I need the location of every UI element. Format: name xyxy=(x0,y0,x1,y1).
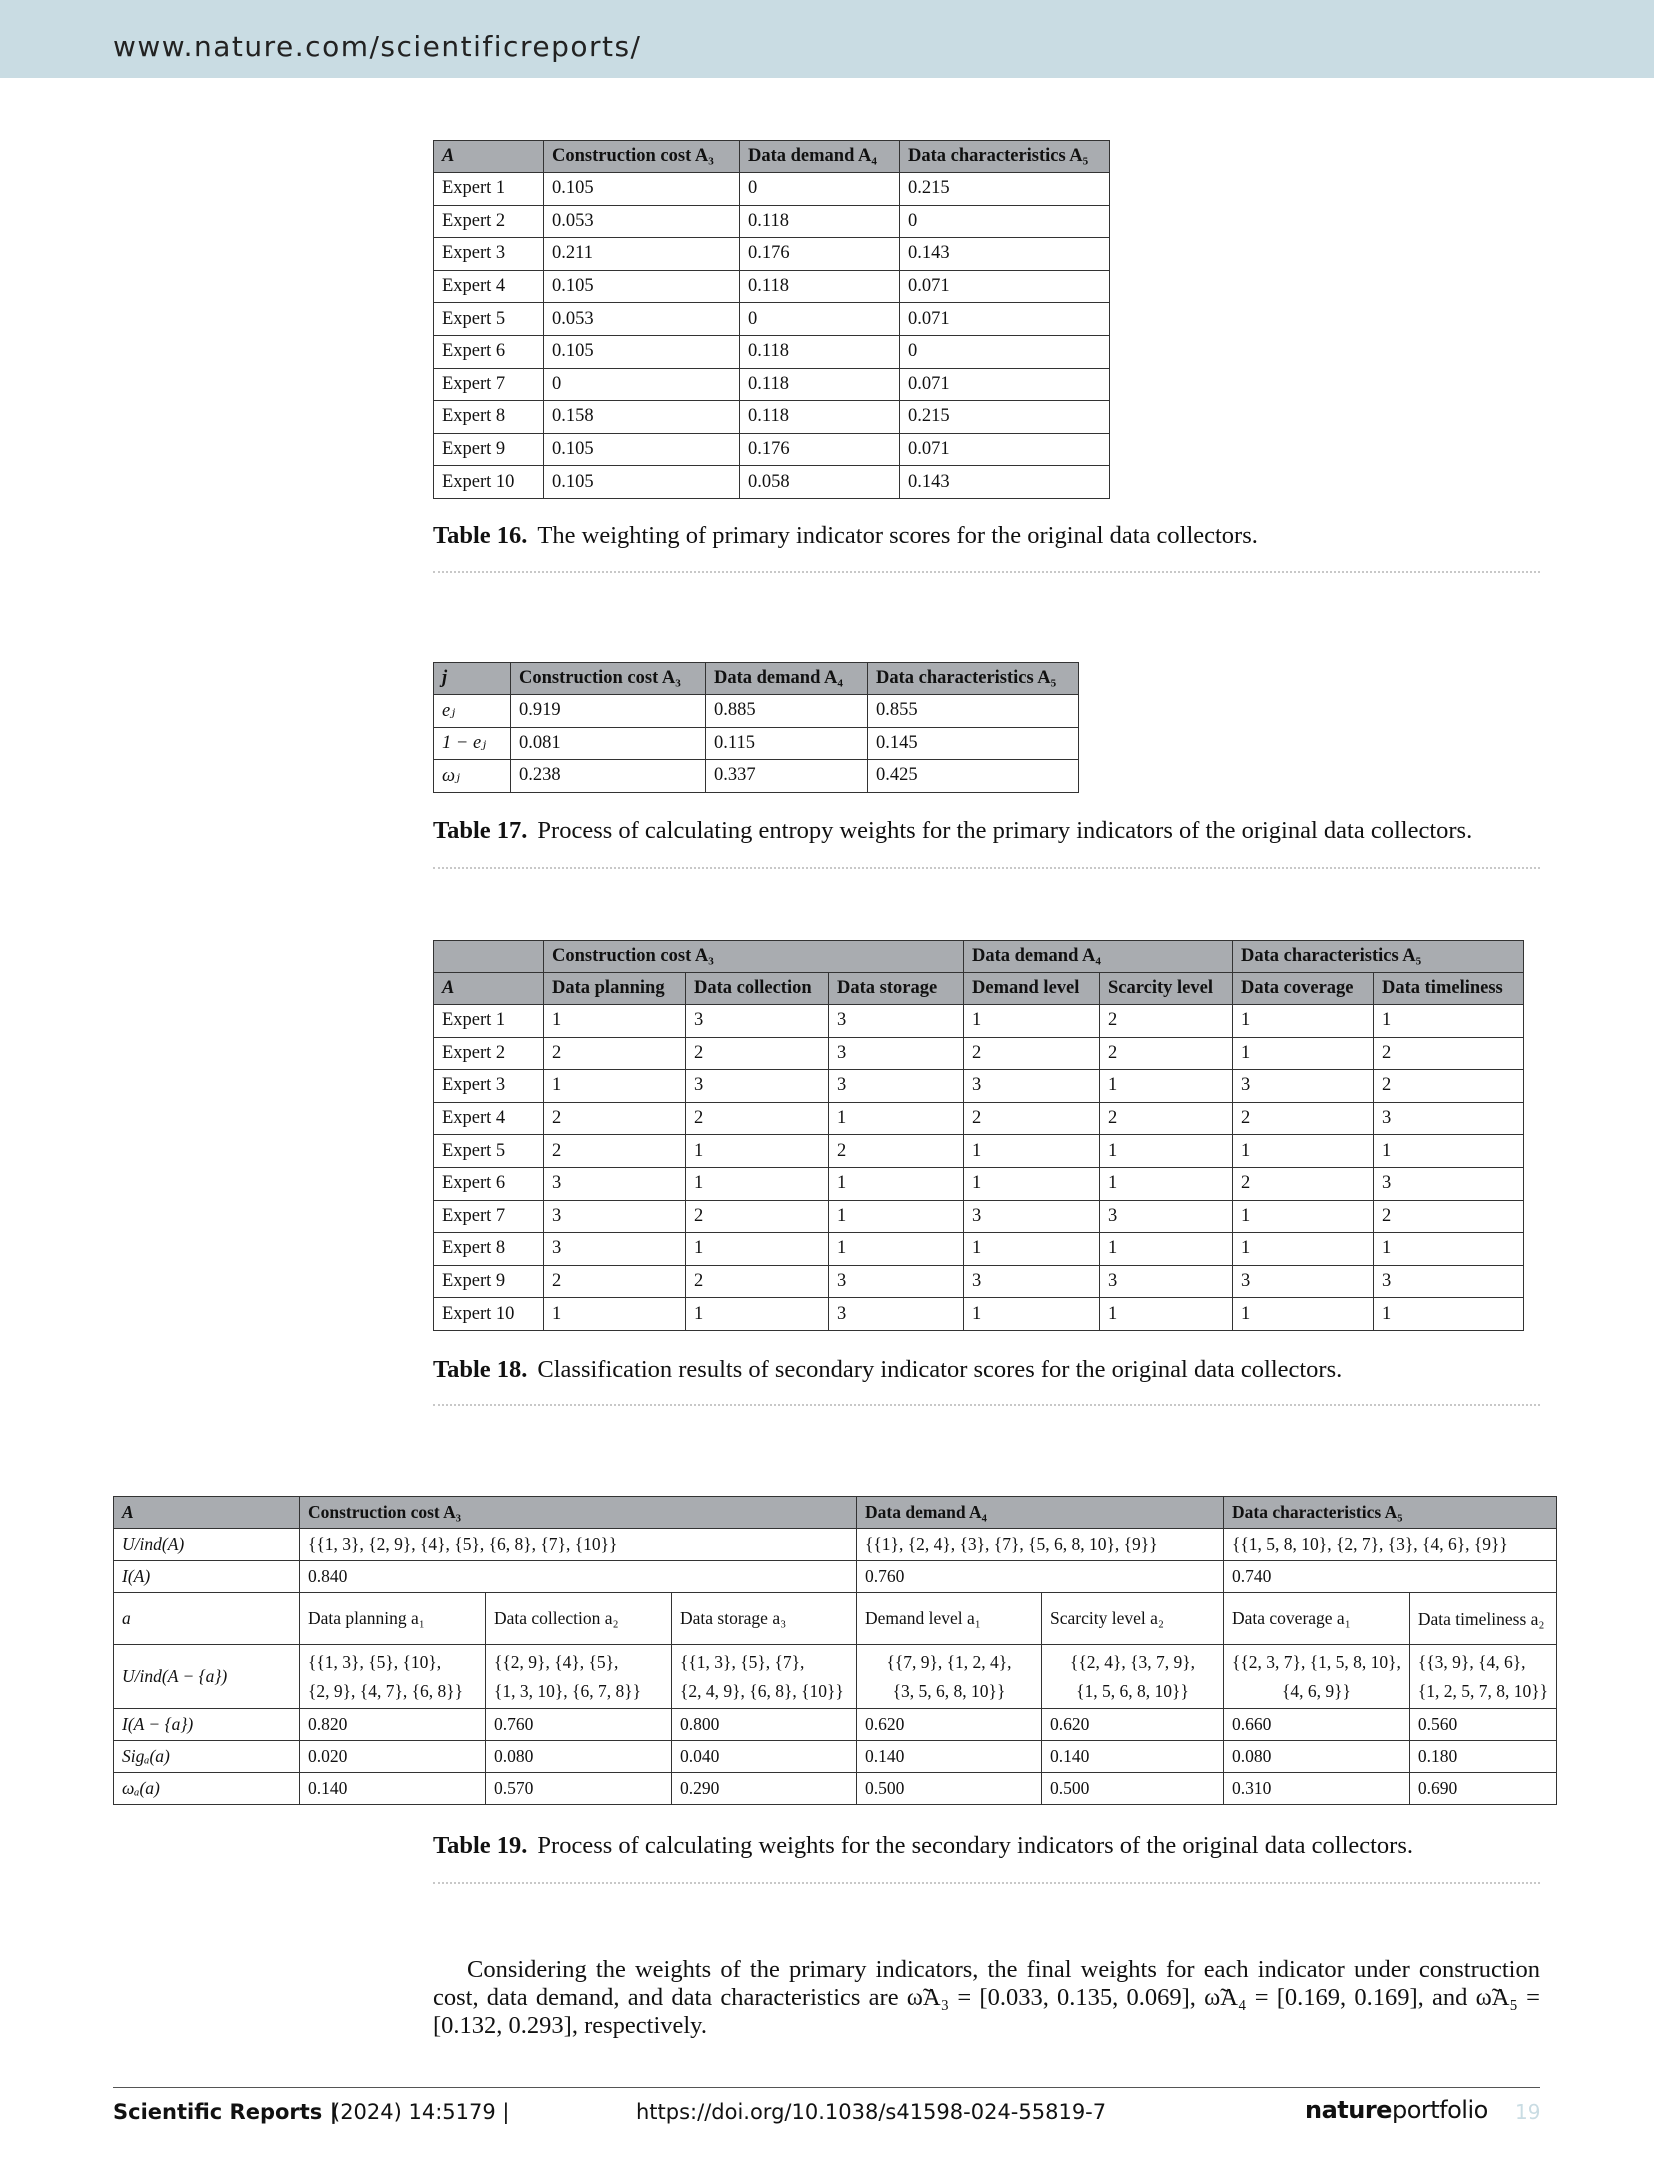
col-header: Data timeliness xyxy=(1374,973,1524,1005)
table-cell: 3 xyxy=(544,1167,686,1200)
table-cell: 0.290 xyxy=(672,1773,857,1805)
journal-url[interactable]: www.nature.com/scientificreports/ xyxy=(113,30,642,63)
row-label: Expert 5 xyxy=(434,1135,544,1168)
table-cell: 1 xyxy=(1100,1233,1233,1266)
caption-label: Table 19. xyxy=(433,1832,528,1859)
footer-rule xyxy=(113,2087,1540,2088)
row-label: U/ind(A) xyxy=(114,1529,300,1561)
table-cell: 1 xyxy=(1233,1135,1374,1168)
caption-text: Process of calculating entropy weights for the primary indicators of the original data collectors. xyxy=(537,817,1473,844)
table-cell: 2 xyxy=(1100,1102,1233,1135)
cell-line: {1, 3, 10}, {6, 7, 8}} xyxy=(494,1680,641,1701)
table-cell: 3 xyxy=(544,1200,686,1233)
table-row xyxy=(434,1233,1524,1266)
cell-line: {{7, 9}, {1, 2, 4}, xyxy=(886,1651,1012,1672)
group-header: Data characteristics A₅ xyxy=(1233,941,1524,973)
table-cell: 0.800 xyxy=(672,1709,857,1741)
table-cell: 0.620 xyxy=(1042,1709,1224,1741)
table-cell: 3 xyxy=(1374,1167,1524,1200)
table-17-caption xyxy=(433,817,1472,845)
group-header: Data characteristics A₅ xyxy=(1224,1497,1557,1529)
table-row xyxy=(434,303,1110,336)
col-header: Data coverage xyxy=(1233,973,1374,1005)
row-label: Expert 6 xyxy=(434,335,544,368)
table-cell: 0.211 xyxy=(544,238,740,271)
table-cell: 0.180 xyxy=(1409,1741,1556,1773)
cell-line: {{2, 9}, {4}, {5}, xyxy=(494,1651,619,1672)
table-cell: 0 xyxy=(740,303,900,336)
row-label: Expert 2 xyxy=(434,205,544,238)
caption-text: Process of calculating weights for the secondary indicators of the original data collectors. xyxy=(537,1832,1413,1859)
table-row xyxy=(114,1773,1557,1805)
divider xyxy=(433,867,1540,869)
table-row xyxy=(434,1135,1524,1168)
table-cell: 0.919 xyxy=(511,695,706,728)
row-label: Expert 5 xyxy=(434,303,544,336)
table-cell: 0.310 xyxy=(1224,1773,1410,1805)
journal-name: Scientific Reports | xyxy=(113,2100,338,2124)
table-18 xyxy=(433,940,1524,1331)
row-label: Expert 4 xyxy=(434,1102,544,1135)
table-cell: 1 xyxy=(964,1233,1100,1266)
table-cell: 1 xyxy=(686,1135,829,1168)
table-cell: 3 xyxy=(829,1298,964,1331)
cell-line: {1, 2, 5, 7, 8, 10}} xyxy=(1417,1680,1549,1701)
col-header: j xyxy=(434,663,511,695)
table-cell: 0.855 xyxy=(868,695,1079,728)
table-cell: 3 xyxy=(964,1200,1100,1233)
table-cell: 0.105 xyxy=(544,466,740,499)
caption-label: Table 16. xyxy=(433,522,528,549)
table-row xyxy=(114,1741,1557,1773)
table-cell: 0.143 xyxy=(900,466,1110,499)
nature-portfolio-logo xyxy=(1305,2096,1488,2124)
row-label: Expert 2 xyxy=(434,1037,544,1070)
table-row xyxy=(434,368,1110,401)
table-cell: 2 xyxy=(1233,1102,1374,1135)
row-label: Sigₐ(a) xyxy=(114,1741,300,1773)
table-row xyxy=(434,1200,1524,1233)
table-cell: 0.500 xyxy=(857,1773,1042,1805)
row-label: Expert 9 xyxy=(434,433,544,466)
row-label: ωₐ(a) xyxy=(114,1773,300,1805)
table-cell: 1 xyxy=(1374,1005,1524,1038)
divider xyxy=(433,1882,1540,1884)
table-cell xyxy=(857,1645,1042,1709)
caption-label: Table 17. xyxy=(433,817,528,844)
cell-line: {{2, 3, 7}, {1, 5, 8, 10}, xyxy=(1232,1651,1401,1672)
row-label: Expert 4 xyxy=(434,270,544,303)
table-row xyxy=(434,466,1110,499)
table-cell: 1 xyxy=(829,1233,964,1266)
table-row xyxy=(434,760,1079,793)
table-cell: 0.760 xyxy=(486,1709,672,1741)
row-label: Expert 10 xyxy=(434,466,544,499)
table-cell xyxy=(672,1645,857,1709)
table-cell: 0.080 xyxy=(1224,1741,1410,1773)
table-cell: 1 xyxy=(964,1298,1100,1331)
row-label: Expert 10 xyxy=(434,1298,544,1331)
table-cell: 1 xyxy=(544,1005,686,1038)
row-label: Expert 8 xyxy=(434,1233,544,1266)
table-cell: 2 xyxy=(1374,1070,1524,1103)
cell-line: {2, 9}, {4, 7}, {6, 8}} xyxy=(308,1680,464,1701)
table-cell: 0.740 xyxy=(1224,1561,1557,1593)
cell-line: {{2, 4}, {3, 7, 9}, xyxy=(1069,1651,1196,1672)
table-row xyxy=(434,1298,1524,1331)
table-cell xyxy=(1409,1645,1556,1709)
cell-line: {{1, 3}, {5}, {7}, xyxy=(680,1651,805,1672)
table-row xyxy=(434,1265,1524,1298)
table-cell: 0.118 xyxy=(740,335,900,368)
table-cell: 1 xyxy=(1233,1298,1374,1331)
table-cell: 0.115 xyxy=(706,727,868,760)
table-cell: {{1}, {2, 4}, {3}, {7}, {5, 6, 8, 10}, {9}} xyxy=(857,1529,1224,1561)
table-cell: 0.020 xyxy=(300,1741,486,1773)
table-19-caption xyxy=(433,1832,1413,1860)
table-17 xyxy=(433,662,1079,793)
divider xyxy=(433,1404,1540,1406)
table-cell: 0 xyxy=(900,335,1110,368)
table-cell: 0.215 xyxy=(900,401,1110,434)
table-cell: 0.500 xyxy=(1042,1773,1224,1805)
table-cell: 0.337 xyxy=(706,760,868,793)
table-cell: 2 xyxy=(1233,1167,1374,1200)
cell-line: {3, 5, 6, 8, 10}} xyxy=(892,1680,1006,1701)
paragraph-text: Considering the weights of the primary indicators, the final weights for each indicator under construction cost, data demand, and data characteristics are ω̃A₃ = [0.033, 0.135, 0.069], ω̃A₄ = [0.169, 0.169], and ω̃A₅ = [0.132, 0.293], respectively. xyxy=(433,1956,1540,2039)
table-row xyxy=(434,1167,1524,1200)
table-cell: 0.215 xyxy=(900,173,1110,206)
table-16-caption xyxy=(433,522,1258,550)
row-label: Expert 7 xyxy=(434,368,544,401)
table-cell: 3 xyxy=(964,1070,1100,1103)
table-row xyxy=(434,727,1079,760)
table-cell: 0.690 xyxy=(1409,1773,1556,1805)
table-cell: 2 xyxy=(544,1037,686,1070)
volume-info: (2024) 14:5179 | xyxy=(332,2100,510,2124)
table-cell: 3 xyxy=(1374,1102,1524,1135)
row-label: Expert 7 xyxy=(434,1200,544,1233)
row-label: a xyxy=(114,1593,300,1645)
table-row xyxy=(434,173,1110,206)
table-cell: 0 xyxy=(544,368,740,401)
table-cell: 1 xyxy=(964,1167,1100,1200)
row-label: Expert 3 xyxy=(434,238,544,271)
col-header: Data characteristics A₅ xyxy=(868,663,1079,695)
table-cell: 0.118 xyxy=(740,368,900,401)
row-label: Expert 3 xyxy=(434,1070,544,1103)
col-header: A xyxy=(434,973,544,1005)
table-cell: 0.620 xyxy=(857,1709,1042,1741)
col-header: Data characteristics A₅ xyxy=(900,141,1110,173)
table-cell xyxy=(300,1645,486,1709)
table-cell: 0.105 xyxy=(544,173,740,206)
table-cell: 0.885 xyxy=(706,695,868,728)
table-cell: 2 xyxy=(544,1265,686,1298)
table-cell: 2 xyxy=(1100,1037,1233,1070)
table-cell: 0.071 xyxy=(900,433,1110,466)
table-cell: 3 xyxy=(829,1265,964,1298)
table-row xyxy=(114,1561,1557,1593)
table-cell: 1 xyxy=(1233,1005,1374,1038)
table-cell: 1 xyxy=(544,1298,686,1331)
caption-text: Classification results of secondary indicator scores for the original data collectors. xyxy=(537,1356,1343,1383)
row-label: I(A) xyxy=(114,1561,300,1593)
cell-line: {{3, 9}, {4, 6}, xyxy=(1417,1651,1526,1672)
row-label: ωⱼ xyxy=(434,760,511,793)
row-label: 1 − eⱼ xyxy=(434,727,511,760)
cell-line: {1, 5, 6, 8, 10}} xyxy=(1076,1680,1189,1701)
caption-text: The weighting of primary indicator scores for the original data collectors. xyxy=(537,522,1258,549)
table-cell: 3 xyxy=(686,1070,829,1103)
table-cell: 1 xyxy=(964,1135,1100,1168)
table-row xyxy=(434,1005,1524,1038)
table-cell: 1 xyxy=(1374,1233,1524,1266)
table-cell: 0.425 xyxy=(868,760,1079,793)
table-cell: 3 xyxy=(829,1037,964,1070)
table-cell: 1 xyxy=(1233,1037,1374,1070)
table-cell: {{1, 3}, {2, 9}, {4}, {5}, {6, 8}, {7}, {10}} xyxy=(300,1529,857,1561)
row-label: eⱼ xyxy=(434,695,511,728)
table-cell: 0 xyxy=(740,173,900,206)
logo-nature: nature xyxy=(1305,2096,1392,2124)
col-header: Scarcity level xyxy=(1100,973,1233,1005)
table-cell: 1 xyxy=(1374,1298,1524,1331)
table-cell: 0.118 xyxy=(740,205,900,238)
table-cell: 0.071 xyxy=(900,368,1110,401)
indicator-name: Data storage a₃ xyxy=(672,1593,857,1645)
table-cell: 0.080 xyxy=(486,1741,672,1773)
table-cell: 2 xyxy=(686,1200,829,1233)
table-row xyxy=(434,270,1110,303)
row-label: Expert 9 xyxy=(434,1265,544,1298)
table-row xyxy=(114,1709,1557,1741)
table-cell: 2 xyxy=(829,1135,964,1168)
table-row xyxy=(434,335,1110,368)
table-row xyxy=(114,1645,1557,1709)
table-cell: 0.053 xyxy=(544,303,740,336)
table-cell: 3 xyxy=(1233,1070,1374,1103)
indicator-name: Data coverage a₁ xyxy=(1224,1593,1410,1645)
table-row xyxy=(114,1593,1557,1645)
table-cell: 3 xyxy=(829,1005,964,1038)
table-cell: 0.560 xyxy=(1409,1709,1556,1741)
divider xyxy=(433,571,1540,573)
col-header: A xyxy=(114,1497,300,1529)
table-cell xyxy=(1042,1645,1224,1709)
table-cell: 0.143 xyxy=(900,238,1110,271)
table-cell: 1 xyxy=(964,1005,1100,1038)
corner-cell xyxy=(434,941,544,973)
logo-portfolio: portfolio xyxy=(1391,2096,1488,2124)
table-row xyxy=(434,238,1110,271)
indicator-name: Scarcity level a₂ xyxy=(1042,1593,1224,1645)
table-row xyxy=(114,1497,1557,1529)
table-cell: 2 xyxy=(1374,1200,1524,1233)
row-label: Expert 1 xyxy=(434,173,544,206)
table-row xyxy=(434,1037,1524,1070)
table-row xyxy=(434,401,1110,434)
table-cell: 3 xyxy=(829,1070,964,1103)
caption-label: Table 18. xyxy=(433,1356,528,1383)
col-header: Data demand A₄ xyxy=(706,663,868,695)
table-cell: 1 xyxy=(829,1102,964,1135)
table-cell: 0.760 xyxy=(857,1561,1224,1593)
row-label: Expert 6 xyxy=(434,1167,544,1200)
table-cell: 0.058 xyxy=(740,466,900,499)
table-cell xyxy=(486,1645,672,1709)
table-cell: 0.105 xyxy=(544,270,740,303)
table-cell: 0.140 xyxy=(857,1741,1042,1773)
table-16 xyxy=(433,140,1110,499)
table-cell: 3 xyxy=(964,1265,1100,1298)
table-19 xyxy=(113,1496,1557,1805)
table-cell: 1 xyxy=(1233,1233,1374,1266)
table-cell: 0.105 xyxy=(544,433,740,466)
cell-line: {2, 4, 9}, {6, 8}, {10}} xyxy=(680,1680,844,1701)
table-cell: 1 xyxy=(1100,1298,1233,1331)
table-cell: 3 xyxy=(1374,1265,1524,1298)
row-label: U/ind(A − {a}) xyxy=(114,1645,300,1709)
table-cell: 2 xyxy=(686,1265,829,1298)
table-cell: 3 xyxy=(544,1233,686,1266)
table-cell: 0.081 xyxy=(511,727,706,760)
col-header: Construction cost A₃ xyxy=(511,663,706,695)
table-row xyxy=(434,1070,1524,1103)
table-cell: 0.660 xyxy=(1224,1709,1410,1741)
table-cell: 0.118 xyxy=(740,401,900,434)
table-cell: 0.071 xyxy=(900,303,1110,336)
table-cell: 0.145 xyxy=(868,727,1079,760)
col-header: Construction cost A₃ xyxy=(544,141,740,173)
table-cell: 0.570 xyxy=(486,1773,672,1805)
table-cell: 0.238 xyxy=(511,760,706,793)
group-header: Construction cost A₃ xyxy=(300,1497,857,1529)
table-row xyxy=(434,433,1110,466)
table-cell: 1 xyxy=(686,1167,829,1200)
col-header: Demand level xyxy=(964,973,1100,1005)
table-cell: 2 xyxy=(964,1037,1100,1070)
group-header: Data demand A₄ xyxy=(964,941,1233,973)
page-number: 19 xyxy=(1515,2100,1541,2124)
table-cell: 0.040 xyxy=(672,1741,857,1773)
table-cell: 0.053 xyxy=(544,205,740,238)
table-cell: 1 xyxy=(829,1200,964,1233)
table-cell: 2 xyxy=(686,1102,829,1135)
table-row xyxy=(434,1102,1524,1135)
table-cell: 0.820 xyxy=(300,1709,486,1741)
table-row xyxy=(434,205,1110,238)
table-cell: 3 xyxy=(1233,1265,1374,1298)
table-cell: 2 xyxy=(964,1102,1100,1135)
indicator-name: Data collection a₂ xyxy=(486,1593,672,1645)
table-cell: 1 xyxy=(829,1167,964,1200)
doi-link[interactable]: https://doi.org/10.1038/s41598-024-55819-7 xyxy=(636,2100,1107,2124)
table-cell: 1 xyxy=(686,1298,829,1331)
row-label: Expert 8 xyxy=(434,401,544,434)
table-row xyxy=(434,695,1079,728)
table-cell: 3 xyxy=(1100,1265,1233,1298)
table-cell: 2 xyxy=(1374,1037,1524,1070)
cell-line: {4, 6, 9}} xyxy=(1281,1680,1351,1701)
table-cell: 1 xyxy=(1100,1070,1233,1103)
col-header: A xyxy=(434,141,544,173)
table-cell: 1 xyxy=(686,1233,829,1266)
table-cell: 0.176 xyxy=(740,238,900,271)
col-header: Data collection xyxy=(686,973,829,1005)
table-cell: 1 xyxy=(544,1070,686,1103)
indicator-name: Data planning a₁ xyxy=(300,1593,486,1645)
group-header: Data demand A₄ xyxy=(857,1497,1224,1529)
col-header: Data demand A₄ xyxy=(740,141,900,173)
table-cell: 0.140 xyxy=(300,1773,486,1805)
table-cell: 2 xyxy=(686,1037,829,1070)
table-cell: 0 xyxy=(900,205,1110,238)
table-cell: 0.071 xyxy=(900,270,1110,303)
body-paragraph xyxy=(433,1956,1540,2040)
indicator-name: Data timeliness a₂ xyxy=(1409,1593,1556,1645)
table-cell: 2 xyxy=(544,1135,686,1168)
table-cell: 0.176 xyxy=(740,433,900,466)
indicator-name: Demand level a₁ xyxy=(857,1593,1042,1645)
table-cell: 3 xyxy=(686,1005,829,1038)
table-cell: 0.118 xyxy=(740,270,900,303)
table-cell: 0.140 xyxy=(1042,1741,1224,1773)
table-cell: 1 xyxy=(1100,1167,1233,1200)
col-header: Data storage xyxy=(829,973,964,1005)
table-row xyxy=(114,1529,1557,1561)
table-cell: 3 xyxy=(1100,1200,1233,1233)
table-cell: 0.840 xyxy=(300,1561,857,1593)
table-cell: 0.158 xyxy=(544,401,740,434)
table-cell: 0.105 xyxy=(544,335,740,368)
table-cell xyxy=(1224,1645,1410,1709)
group-header: Construction cost A₃ xyxy=(544,941,964,973)
table-18-caption xyxy=(433,1356,1342,1384)
col-header: Data planning xyxy=(544,973,686,1005)
table-cell: {{1, 5, 8, 10}, {2, 7}, {3}, {4, 6}, {9}} xyxy=(1224,1529,1557,1561)
cell-line: {{1, 3}, {5}, {10}, xyxy=(308,1651,442,1672)
row-label: I(A − {a}) xyxy=(114,1709,300,1741)
table-cell: 2 xyxy=(1100,1005,1233,1038)
table-cell: 1 xyxy=(1233,1200,1374,1233)
table-cell: 1 xyxy=(1374,1135,1524,1168)
table-cell: 2 xyxy=(544,1102,686,1135)
table-cell: 1 xyxy=(1100,1135,1233,1168)
row-label: Expert 1 xyxy=(434,1005,544,1038)
